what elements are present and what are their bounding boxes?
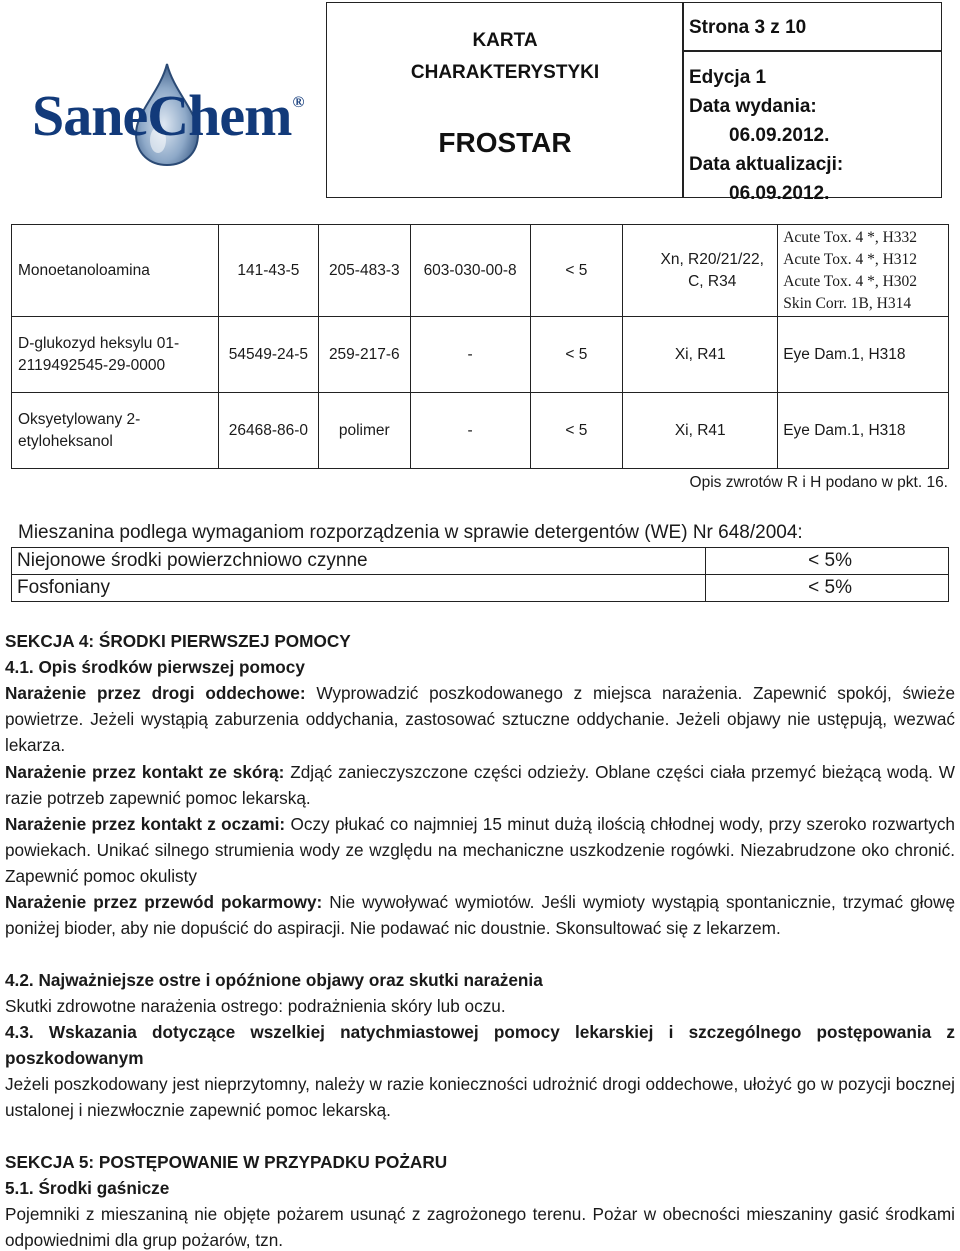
page-number: Strona 3 z 10: [689, 17, 807, 38]
component-name: D-glukozyd heksylu 01-2119492545-29-0000: [12, 317, 219, 393]
inhalation-paragraph: [5, 680, 955, 758]
index-number: -: [410, 393, 530, 469]
table-row: [12, 548, 949, 575]
detergent-name: Fosfoniany: [12, 575, 706, 602]
cas-number: 26468-86-0: [218, 393, 318, 469]
issue-date: 06.09.2012.: [729, 125, 830, 146]
section43-title: 4.3. Wskazania dotyczące wszelkiej natychmiastowej pomocy lekarskiej i szczególnego postępowania z poszkodowanym: [5, 1022, 955, 1068]
registered-mark: ®: [292, 94, 304, 111]
ec-number: 205-483-3: [318, 225, 410, 317]
skin-text: Zdjąć zanieczyszczone części odzieży. Oblane części ciała przemyć bieżącą wodą. W razie potrzeb zapewnić pomoc lekarską.: [5, 762, 955, 808]
ec-number: polimer: [318, 393, 410, 469]
issue-date-label: Data wydania:: [689, 96, 817, 117]
inhalation-label: Narażenie przez drogi oddechowe:: [5, 683, 306, 703]
edition-dates-cell: [682, 50, 942, 204]
classification-dsd: Xi, R41: [623, 317, 778, 393]
section41-title: 4.1. Opis środków pierwszej pomocy: [5, 657, 305, 677]
section42-title: 4.2. Najważniejsze ostre i opóźnione objawy oraz skutki narażenia: [5, 970, 543, 990]
detergent-name: Niejonowe środki powierzchniowo czynne: [12, 548, 706, 575]
eye-label: Narażenie przez kontakt z oczami:: [5, 814, 286, 834]
section51-text: Pojemniki z mieszaniną nie objęte pożarem usunąć z zagrożonego terenu. Pożar w obecności mieszaniny gasić środkami odpowiednimi dla grup pożarów, tzn.: [5, 1204, 955, 1250]
eye-paragraph: [5, 811, 955, 889]
cas-number: 141-43-5: [218, 225, 318, 317]
components-table: [11, 224, 949, 469]
section51-title: 5.1. Środki gaśnicze: [5, 1178, 170, 1198]
classification-clp: Eye Dam.1, H318: [778, 393, 949, 469]
table-row: [12, 317, 949, 393]
edition: Edycja 1: [689, 67, 767, 88]
component-name: Monoetanoloamina: [12, 225, 219, 317]
doc-type-line2: CHARAKTERYSTYKI: [410, 62, 600, 83]
index-number: -: [410, 317, 530, 393]
doc-type-line1: KARTA: [472, 30, 538, 51]
component-name: Oksyetylowany 2-etyloheksanol: [12, 393, 219, 469]
update-date-label: Data aktualizacji:: [689, 154, 844, 175]
table-row: [12, 575, 949, 602]
ingestion-paragraph: [5, 889, 955, 941]
brand-name: SaneChem: [32, 83, 292, 148]
section4-title: SEKCJA 4: ŚRODKI PIERWSZEJ POMOCY: [5, 631, 351, 651]
concentration: < 5: [530, 225, 623, 317]
detergent-value: < 5%: [706, 548, 949, 575]
document-header: [8, 0, 952, 204]
section5-title: SEKCJA 5: POSTĘPOWANIE W PRZYPADKU POŻARU: [5, 1152, 448, 1172]
ingestion-text: Nie wywoływać wymiotów. Jeśli wymioty wystąpią spontanicznie, trzymać głowę poniżej bioder, aby nie dopuścić do aspiracji. Nie podawać nic doustnie. Skonsultować się z lekarzem.: [5, 892, 955, 938]
concentration: < 5: [530, 317, 623, 393]
sanechem-logo: [26, 40, 326, 190]
classification-clp: Eye Dam.1, H318: [778, 317, 949, 393]
detergents-intro: Mieszanina podlega wymaganiom rozporządzenia w sprawie detergentów (WE) Nr 648/2004:: [18, 522, 803, 543]
ec-number: 259-217-6: [318, 317, 410, 393]
index-number: 603-030-00-8: [410, 225, 530, 317]
doc-title-cell: [326, 2, 684, 198]
table-row: [12, 393, 949, 469]
cas-number: 54549-24-5: [218, 317, 318, 393]
ingestion-label: Narażenie przez przewód pokarmowy:: [5, 892, 323, 912]
section42-text: Skutki zdrowotne narażenia ostrego: podrażnienia skóry lub oczu.: [5, 996, 506, 1016]
skin-paragraph: [5, 759, 955, 811]
page-number-cell: [682, 2, 942, 52]
skin-label: Narażenie przez kontakt ze skórą:: [5, 762, 285, 782]
r-h-phrases-note: Opis zwrotów R i H podano w pkt. 16.: [689, 474, 948, 491]
inhalation-text: Wyprowadzić poszkodowanego z miejsca narażenia. Zapewnić spokój, świeże powietrze. Jeżeli wystąpią zaburzenia oddychania, zastosować sztuczne oddychanie. Jeżeli objawy nie ustępują, wezwać lekarza.: [5, 683, 956, 755]
detergents-table: [11, 547, 949, 602]
detergent-value: < 5%: [706, 575, 949, 602]
eye-text: Oczy płukać co najmniej 15 minut dużą ilością chłodnej wody, przy szeroko rozwartych powiekach. Unikać silnego strumienia wody ze względu na mechaniczne uszkodzenie rogówki. Niezabrudzone oko chronić. Zapewnić pomoc okulisty: [5, 814, 955, 886]
section43-text: Jeżeli poszkodowany jest nieprzytomny, należy w razie konieczności udrożnić drogi oddechowe, ułożyć go w pozycji bocznej ustalonej i niezwłocznie zapewnić pomoc lekarską.: [5, 1074, 955, 1120]
update-date: 06.09.2012.: [729, 183, 830, 204]
classification-dsd: Xi, R41: [623, 393, 778, 469]
concentration: < 5: [530, 393, 623, 469]
classification-clp: Acute Tox. 4 *, H332 Acute Tox. 4 *, H312 Acute Tox. 4 *, H302 Skin Corr. 1B, H314: [778, 225, 949, 317]
table-row: [12, 225, 949, 317]
product-name: FROSTAR: [438, 127, 572, 158]
classification-dsd: Xn, R20/21/22, C, R34: [623, 225, 778, 317]
